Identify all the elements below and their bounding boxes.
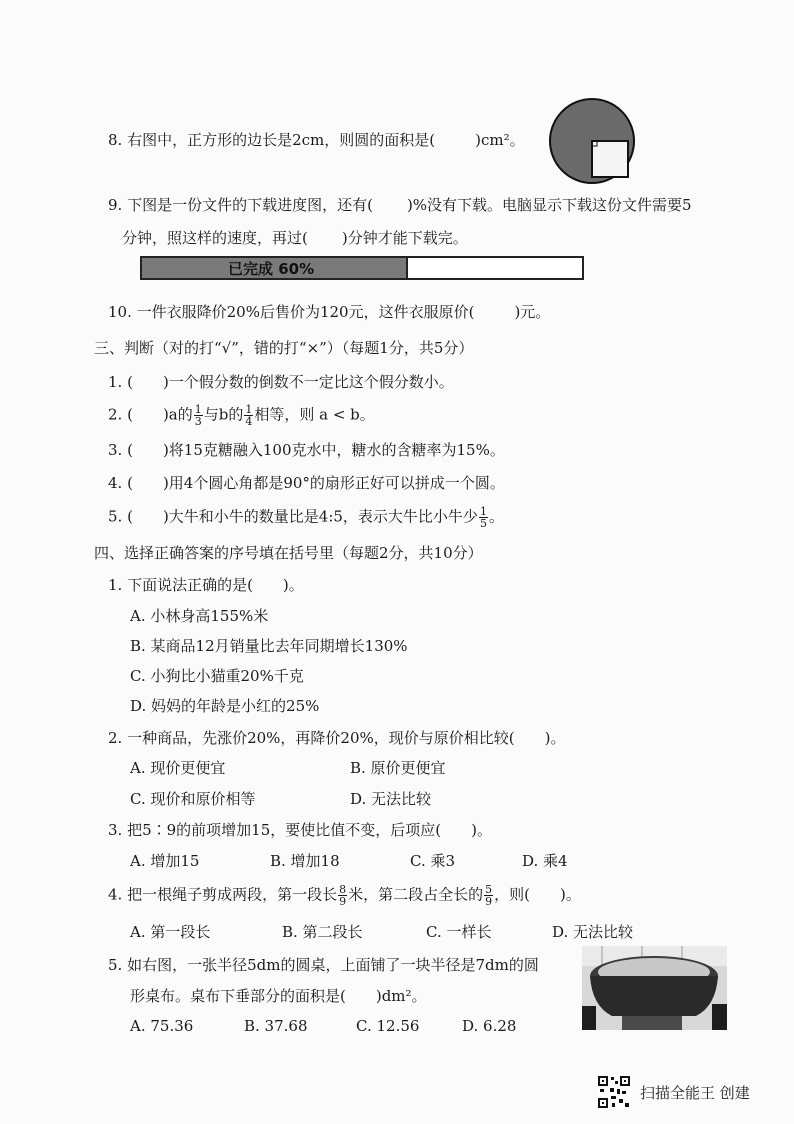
fraction-eight-ninths: $\frac{8}{9}$ xyxy=(339,883,347,908)
choice-q4-option-b: B. 第二段长 xyxy=(282,923,363,941)
choice-q2-option-b: B. 原价更便宜 xyxy=(350,759,446,777)
judge-3-text: )将15克糖融入100克水中，糖水的含糖率为15%。 xyxy=(162,441,505,459)
question-9-text-d: )分钟才能下载完。 xyxy=(341,229,468,247)
fraction-one-fourth: $\frac{1}{4}$ xyxy=(245,403,253,428)
judge-item-4 xyxy=(108,473,505,493)
choice-q5-option-b: B. 37.68 xyxy=(244,1017,308,1035)
judge-2-mid: 与b的 xyxy=(203,405,244,424)
circle-square-figure xyxy=(544,96,640,188)
judge-4-prefix: 4. ( xyxy=(108,474,133,492)
choice-q5-option-a: A. 75.36 xyxy=(130,1017,194,1035)
choice-q3-option-a: A. 增加15 xyxy=(130,852,200,870)
section-4-heading: 四、选择正确答案的序号填在括号里（每题2分，共10分） xyxy=(94,544,483,562)
qr-code-icon xyxy=(597,1075,631,1109)
judge-2-tail: 相等，则 a < b。 xyxy=(254,405,375,424)
question-10-text: 10. 一件衣服降价20%后售价为120元，这件衣服原价( xyxy=(108,303,475,321)
choice-q5-option-d: D. 6.28 xyxy=(462,1017,517,1035)
choice-q1-option-d: D. 妈妈的年龄是小红的25% xyxy=(130,697,320,715)
judge-item-5 xyxy=(108,506,504,529)
choice-q4-stem-c: ，则( )。 xyxy=(494,885,581,904)
choice-q1-stem: 1. 下面说法正确的是( )。 xyxy=(108,576,304,594)
question-9-text-c: 分钟，照这样的速度，再过( xyxy=(122,229,308,247)
choice-q3-option-c: C. 乘3 xyxy=(410,852,456,870)
question-10-suffix: )元。 xyxy=(514,303,551,321)
choice-q4-stem-a: 4. 把一根绳子剪成两段，第一段长 xyxy=(108,885,338,904)
judge-1-text: )一个假分数的倒数不一定比这个假分数小。 xyxy=(162,373,454,391)
judge-item-1 xyxy=(108,372,454,392)
question-9-text-a: 9. 下图是一份文件的下载进度图，还有( xyxy=(108,196,373,214)
judge-1-prefix: 1. ( xyxy=(108,373,133,391)
download-progress-bar xyxy=(140,256,584,280)
judge-5-tail: 。 xyxy=(488,507,504,526)
judge-5-text: )大牛和小牛的数量比是4:5，表示大牛比小牛少 xyxy=(162,507,478,526)
choice-q4-option-d: D. 无法比较 xyxy=(552,923,634,941)
choice-q4-option-c: C. 一样长 xyxy=(426,923,492,941)
judge-item-3 xyxy=(108,440,505,460)
judge-4-text: )用4个圆心角都是90°的扇形正好可以拼成一个圆。 xyxy=(162,474,505,492)
choice-q3-stem: 3. 把5∶9的前项增加15，要使比值不变，后项应( )。 xyxy=(108,821,492,839)
fraction-five-ninths: $\frac{5}{9}$ xyxy=(485,883,493,908)
choice-q3-option-d: D. 乘4 xyxy=(522,852,568,870)
choice-q1-option-c: C. 小狗比小猫重20%千克 xyxy=(130,667,304,685)
progress-label: 已完成 60% xyxy=(228,260,315,278)
choice-q2-option-a: A. 现价更便宜 xyxy=(130,759,226,777)
judge-item-2 xyxy=(108,404,375,427)
choice-q5-line1: 5. 如右图，一张半径5dm的圆桌，上面铺了一块半径是7dm的圆 xyxy=(108,956,539,974)
fraction-one-fifth: $\frac{1}{5}$ xyxy=(479,505,487,530)
question-9-line2 xyxy=(122,228,468,248)
question-9-line1 xyxy=(108,195,692,215)
judge-3-prefix: 3. ( xyxy=(108,441,133,459)
choice-q4-stem-b: 米，第二段占全长的 xyxy=(348,885,484,904)
footer-watermark: 扫描全能王 创建 xyxy=(640,1084,750,1102)
question-8-text: 8. 右图中，正方形的边长是2cm，则圆的面积是( xyxy=(108,131,436,149)
choice-q5-line2: 形桌布。桌布下垂部分的面积是( )dm²。 xyxy=(130,987,427,1005)
question-10 xyxy=(108,302,550,322)
round-table-photo xyxy=(582,946,727,1030)
question-8 xyxy=(108,130,525,150)
choice-q3-option-b: B. 增加18 xyxy=(270,852,340,870)
judge-2-a: )a的 xyxy=(162,405,193,424)
question-9-text-b: )%没有下载。电脑显示下载这份文件需要5 xyxy=(406,196,692,214)
choice-q5-option-c: C. 12.56 xyxy=(356,1017,420,1035)
judge-5-prefix: 5. ( xyxy=(108,507,133,526)
section-3-heading: 三、判断（对的打“√”，错的打“×”）（每题1分，共5分） xyxy=(94,339,474,357)
choice-q4-option-a: A. 第一段长 xyxy=(130,923,211,941)
choice-q4-stem xyxy=(108,884,581,907)
fraction-one-third: $\frac{1}{3}$ xyxy=(194,403,202,428)
choice-q1-option-a: A. 小林身高155%米 xyxy=(130,607,269,625)
choice-q1-option-b: B. 某商品12月销量比去年同期增长130% xyxy=(130,637,408,655)
choice-q2-stem: 2. 一种商品，先涨价20%，再降价20%，现价与原价相比较( )。 xyxy=(108,729,566,747)
question-8-suffix: )cm²。 xyxy=(475,131,525,149)
choice-q2-option-d: D. 无法比较 xyxy=(350,790,432,808)
judge-2-prefix: 2. ( xyxy=(108,405,133,424)
choice-q2-option-c: C. 现价和原价相等 xyxy=(130,790,256,808)
